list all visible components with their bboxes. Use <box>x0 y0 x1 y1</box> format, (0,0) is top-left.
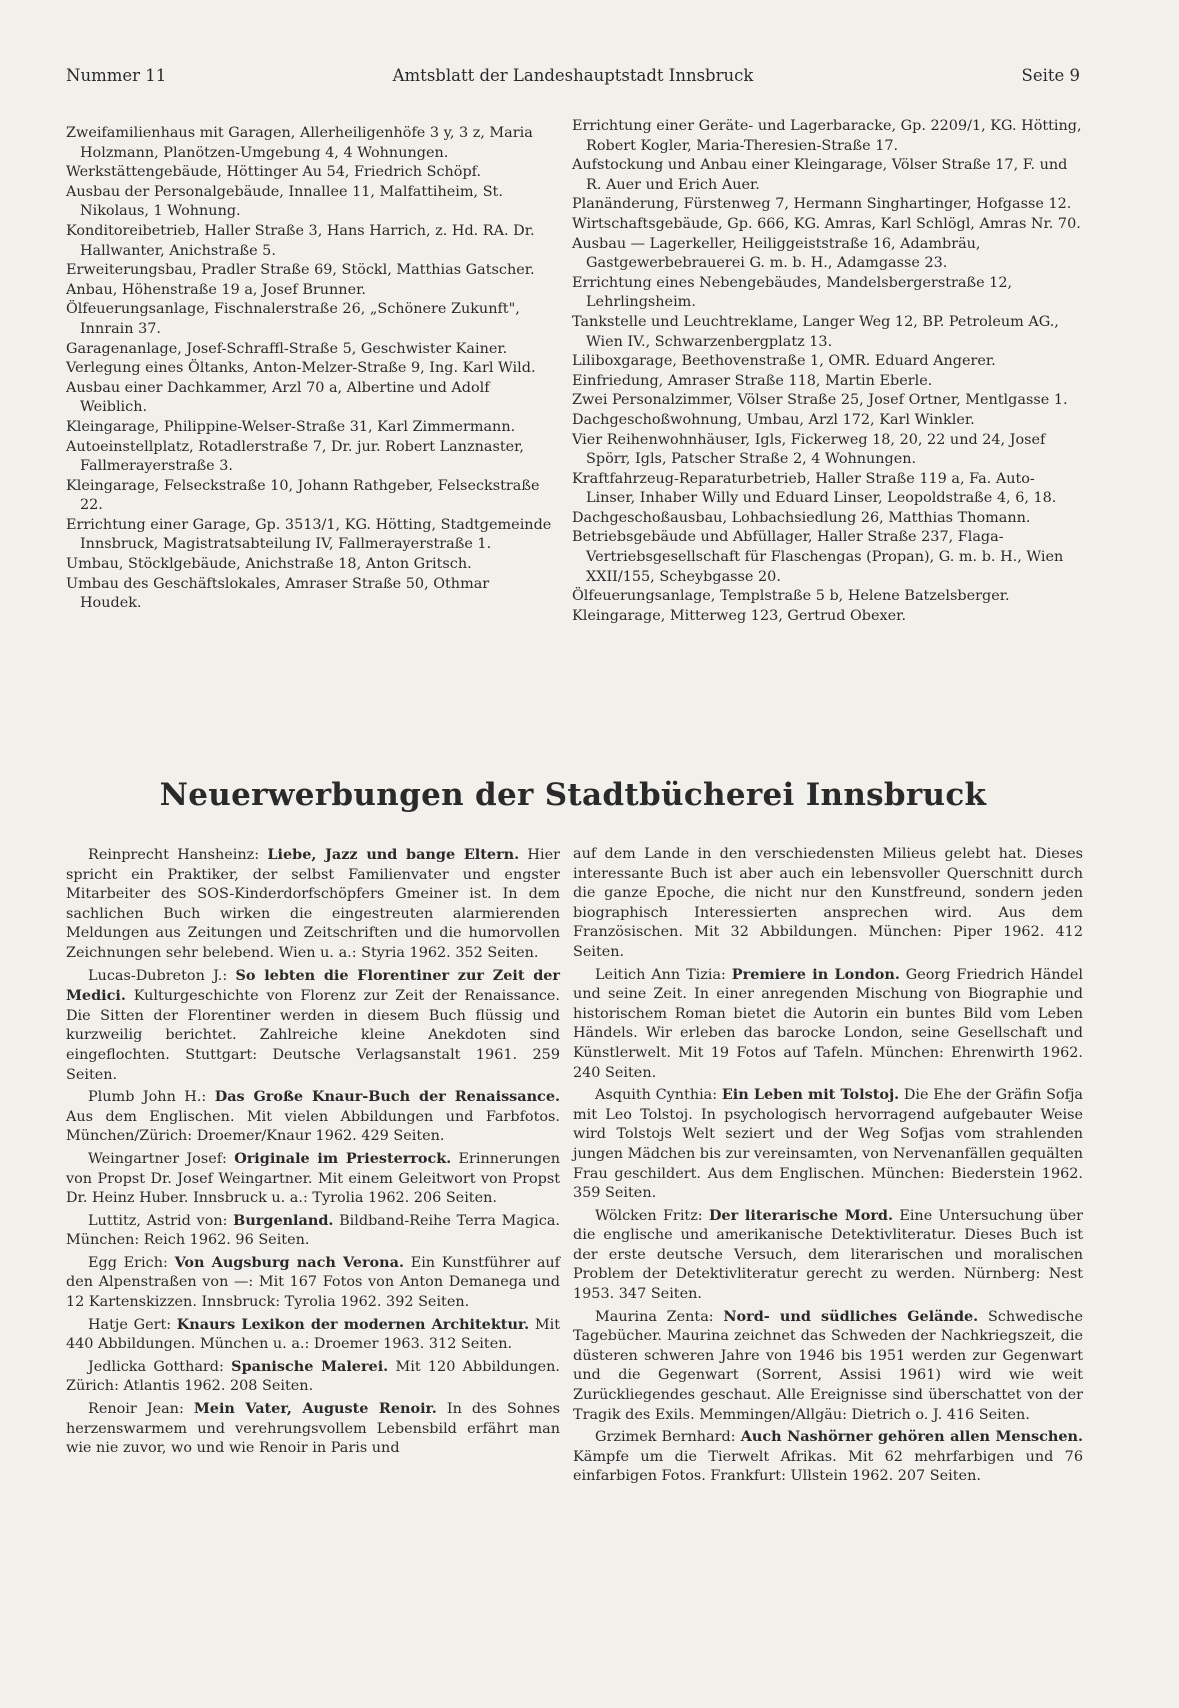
book-entry <box>66 845 560 964</box>
book-title: Ein Leben mit Tolstoj. <box>721 1086 900 1104</box>
permit-entry: Umbau, Stöcklgebäude, Anichstraße 18, Anton Gritsch. <box>66 556 472 573</box>
permit-entry: Errichtung einer Garage, Gp. 3513/1, KG. Hötting, Stadtgemeinde Innsbruck, Magistratsabteilung IV, Fallmerayerstraße 1. <box>66 516 552 553</box>
book-title: Liebe, Jazz und bange Eltern. <box>267 846 520 863</box>
book-entry <box>66 1253 560 1313</box>
book-description: Eine Untersuchung über die englische und amerikanische Detektivliteratur. Dieses Buch ist der erste deutsche Versuch, dem literarischen und moralischen Problem der Detektivliteratur gerecht zu werden. Nürnberg: Nest 1953. 347 Seiten. <box>573 1207 1084 1303</box>
permit-entry: Aufstockung und Anbau einer Kleingarage, Völser Straße 17, F. und R. Auer und Erich Auer. <box>572 157 1068 193</box>
section-title: Neuerwerbungen der Stadtbücherei Innsbruck <box>159 777 987 813</box>
book-title: So lebten die Florentiner zur Zeit der Medici. <box>66 966 560 1005</box>
permit-entry: Werkstättengebäude, Höttinger Au 54, Friedrich Schöpf. <box>66 164 482 181</box>
book-entry <box>573 1427 1083 1487</box>
book-title: Knaurs Lexikon der modernen Architektur. <box>176 1315 530 1333</box>
book-description: Georg Friedrich Händel und seine Zeit. In einer anregenden Mischung von Biographie und historischem Roman bietet die Autorin ein buntes Bild vom Leben Händels. Wir erleben das barocke London, seine Gesellschaft und Künstlerwelt. Mit 19 Fotos auf Tafeln. München: Ehrenwirth 1962. 240 Seiten. <box>573 966 1083 1081</box>
book-title: Burgenland. <box>233 1211 334 1229</box>
permit-entry: Konditoreibetrieb, Haller Straße 3, Hans Harrich, z. Hd. RA. Dr. Hallwanter, Anichstraße 5. <box>66 222 535 259</box>
book-author: Jedlicka Gotthard: <box>88 1358 224 1375</box>
book-description: Ein Kunstführer auf den Alpenstraßen von —: Mit 167 Fotos von Anton Demanega und 12 Kartenskizzen. Innsbruck: Tyrolia 1962. 392 Seiten. <box>66 1254 561 1311</box>
book-title: Originale im Priesterrock. <box>234 1149 452 1167</box>
book-list-left-column <box>66 845 560 1461</box>
book-entry <box>573 1307 1083 1426</box>
book-description: Mit 120 Abbildungen. Zürich: Atlantis 1962. 208 Seiten. <box>66 1358 560 1395</box>
permit-entry: Garagenanlage, Josef-Schraffl-Straße 5, Geschwister Kainer. <box>66 340 508 357</box>
book-entry <box>66 1087 560 1147</box>
permit-entry: Planänderung, Fürstenweg 7, Hermann Singhartinger, Hofgasse 12. <box>572 196 1072 213</box>
permit-entry: Autoeinstellplatz, Rotadlerstraße 7, Dr. jur. Robert Lanznaster, Fallmerayerstraße 3. <box>66 438 525 475</box>
permit-entry: Einfriedung, Amraser Straße 118, Martin Eberle. <box>572 372 933 389</box>
book-author: Reinprecht Hansheinz: <box>88 847 260 863</box>
permit-entry: Vier Reihenwohnhäuser, Igls, Fickerweg 18, 20, 22 und 24, Josef Spörr, Igls, Patscher Straße 2, 4 Wohnungen. <box>572 431 1046 468</box>
book-description: Aus dem Englischen. Mit vielen Abbildungen und Farbfotos. München/Zürich: Droemer/Knaur 1962. 429 Seiten. <box>66 1108 560 1145</box>
book-description: Erinnerungen von Propst Dr. Josef Weingartner. Mit einem Geleitwort von Propst Dr. Heinz Huber. Innsbruck u. a.: Tyrolia 1962. 206 Seiten. <box>66 1150 560 1207</box>
permit-entry: Ausbau — Lagerkeller, Heiliggeiststraße 16, Adambräu, Gastgewerbebrauerei G. m. b. H., Adamgasse 23. <box>572 235 981 272</box>
book-author: Asquith Cynthia: <box>595 1087 718 1104</box>
permit-entry: Kleingarage, Mitterweg 123, Gertrud Obexer. <box>572 607 907 624</box>
permit-entry: Umbau des Geschäftslokales, Amraser Straße 50, Othmar Houdek. <box>66 575 490 612</box>
book-entry <box>66 966 560 1086</box>
permit-entry: Verlegung eines Öltanks, Anton-Melzer-Straße 9, Ing. Karl Wild. <box>66 360 536 377</box>
permit-entry: Zweifamilienhaus mit Garagen, Allerheiligenhöfe 3 y, 3 z, Maria Holzmann, Planötzen-Umgebung 4, 4 Wohnungen. <box>66 125 533 161</box>
permit-entry: Dachgeschoßausbau, Lohbachsiedlung 26, Matthias Thomann. <box>572 509 1031 526</box>
book-entry <box>66 1211 560 1251</box>
book-author: Hatje Gert: <box>88 1316 172 1333</box>
book-title: Nord- und südliches Gelände. <box>723 1307 979 1325</box>
book-entry <box>573 965 1083 1084</box>
permit-entry: Dachgeschoßwohnung, Umbau, Arzl 172, Karl Winkler. <box>572 411 975 428</box>
book-description: Die Ehe der Gräfin Sofja mit Leo Tolstoj. In psychologisch hervorragend aufgebauter Weise wird Tolstojs Welt seziert und der Weg Sofjas vom strahlenden jungen Mädchen bis zur vereinsamten, von Nervenanfällen gequälten Frau geschildert. Aus dem Englischen. München: Biederstein 1962. 359 Seiten. <box>573 1087 1084 1202</box>
page-header <box>66 66 1080 90</box>
book-title: Von Augsburg nach Verona. <box>174 1253 404 1271</box>
permit-entry: Zwei Personalzimmer, Völser Straße 25, Josef Ortner, Mentlgasse 1. <box>572 392 1068 409</box>
book-author: Leitich Ann Tizia: <box>595 966 726 983</box>
book-title: Der literarische Mord. <box>708 1206 894 1224</box>
book-author: Egg Erich: <box>88 1254 168 1271</box>
permit-entry: Anbau, Höhenstraße 19 a, Josef Brunner. <box>66 281 366 298</box>
permit-entry: Kraftfahrzeug-Reparaturbetrieb, Haller Straße 119 a, Fa. Auto-Linser, Inhaber Willy und Eduard Linser, Leopoldstraße 4, 6, 18. <box>572 470 1057 507</box>
book-author: Lucas-Dubreton J.: <box>88 967 228 984</box>
book-entry <box>66 1357 560 1397</box>
book-author: Grzimek Bernhard: <box>595 1429 736 1446</box>
book-entry <box>573 845 1083 963</box>
permit-entry: Errichtung einer Geräte- und Lagerbaracke, Gp. 2209/1, KG. Hötting, Robert Kogler, Maria-Theresien-Straße 17. <box>572 118 1082 154</box>
book-description: auf dem Lande in den verschiedensten Milieus gelebt hat. Dieses interessante Buch ist aber auch ein lebensvoller Querschnitt durch die ganze Epoche, die nicht nur den Kunstfreund, sondern jeden biographisch Interessierten ansprechen wird. Aus dem Französischen. Mit 32 Abbildungen. München: Piper 1962. 412 Seiten. <box>573 846 1083 960</box>
book-author: Renoir Jean: <box>88 1401 184 1418</box>
book-author: Weingartner Josef: <box>88 1150 227 1167</box>
book-title: Premiere in London. <box>731 965 900 983</box>
book-description: Bildband-Reihe Terra Magica. München: Reich 1962. 96 Seiten. <box>66 1212 560 1249</box>
book-entry <box>573 1206 1083 1305</box>
building-permits-right-column <box>572 117 1082 626</box>
permit-entry: Ausbau einer Dachkammer, Arzl 70 a, Albertine und Adolf Weiblich. <box>66 379 490 416</box>
book-author: Wölcken Fritz: <box>595 1207 703 1224</box>
book-title: Das Große Knaur-Buch der Renaissance. <box>214 1088 560 1106</box>
book-entry <box>573 1085 1083 1204</box>
permit-entry: Liliboxgarage, Beethovenstraße 1, OMR. Eduard Angerer. <box>572 353 996 370</box>
permit-entry: Ölfeuerungsanlage, Fischnalerstraße 26, „Schönere Zukunft", Innrain 37. <box>66 301 520 337</box>
book-title: Spanische Malerei. <box>231 1357 389 1375</box>
book-description: Mit 440 Abbildungen. München u. a.: Droemer 1963. 312 Seiten. <box>66 1316 560 1353</box>
book-description: Kämpfe um die Tierwelt Afrikas. Mit 62 mehrfarbigen und 76 einfarbigen Fotos. Frankfurt: Ullstein 1962. 207 Seiten. <box>573 1448 1083 1485</box>
book-author: Maurina Zenta: <box>595 1308 714 1325</box>
permit-entry: Ausbau der Personalgebäude, Innallee 11, Malfattiheim, St. Nikolaus, 1 Wohnung. <box>66 183 503 220</box>
permit-entry: Kleingarage, Philippine-Welser-Straße 31, Karl Zimmermann. <box>66 418 516 435</box>
book-entry <box>66 1149 560 1209</box>
permit-entry: Tankstelle und Leuchtreklame, Langer Weg 12, BP. Petroleum AG., Wien IV., Schwarzenbergplatz 13. <box>572 313 1059 350</box>
book-description: Kulturgeschichte von Florenz zur Zeit der Renaissance. Die Sitten der Florentiner werden in diesem Buch flüssig und kurzweilig berichtet. Zahlreiche kleine Anekdoten sind eingeflochten. Stuttgart: Deutsche Verlagsanstalt 1961. 259 Seiten. <box>66 988 561 1083</box>
permit-entry: Kleingarage, Felseckstraße 10, Johann Rathgeber, Felseckstraße 22. <box>66 477 540 514</box>
book-list-right-column <box>573 845 1083 1489</box>
building-permits-left-column <box>66 124 554 614</box>
permit-entry: Ölfeuerungsanlage, Templstraße 5 b, Helene Batzelsberger. <box>572 588 1010 605</box>
permit-entry: Errichtung eines Nebengebäudes, Mandelsbergerstraße 12, Lehrlingsheim. <box>572 274 1013 311</box>
book-description: Hier spricht ein Praktiker, der selbst Familienvater und engster Mitarbeiter des SOS-Kinderdorfschöpfers Gmeiner ist. In dem sachlichen Buch wirken die eingestreuten alarmierenden Meldungen aus Zeitungen und Zeitschriften und die humorvollen Zeichnungen sehr belebend. Wien u. a.: Styria 1962. 352 Seiten. <box>66 847 560 961</box>
publication-title: Amtsblatt der Landeshauptstadt Innsbruck <box>392 66 754 85</box>
permit-entry: Betriebsgebäude und Abfüllager, Haller Straße 237, Flaga-Vertriebsgesellschaft für Flaschengas (Propan), G. m. b. H., Wien XXII/155, Scheybgasse 20. <box>572 529 1064 585</box>
book-author: Plumb John H.: <box>88 1089 207 1106</box>
book-description: Schwedische Tagebücher. Maurina zeichnet das Schweden der Nachkriegszeit, die düsteren schweren Jahre von 1946 bis 1951 werden zur Gegenwart und die Gegenwart (Sorrent, Assisi 1961) wird wie weit Zurückliegendes geschaut. Alle Ereignisse sind überschattet von der Tragik des Exils. Memmingen/Allgäu: Dietrich o. J. 416 Seiten. <box>573 1308 1084 1423</box>
book-entry <box>66 1315 560 1355</box>
page-number: Seite 9 <box>1021 66 1080 85</box>
book-title: Auch Nashörner gehören allen Menschen. <box>740 1428 1083 1446</box>
permit-entry: Wirtschaftsgebäude, Gp. 666, KG. Amras, Karl Schlögl, Amras Nr. 70. <box>572 215 1081 232</box>
book-title: Mein Vater, Auguste Renoir. <box>193 1400 437 1418</box>
permit-entry: Erweiterungsbau, Pradler Straße 69, Stöckl, Matthias Gatscher. <box>66 262 535 279</box>
book-author: Luttitz, Astrid von: <box>88 1212 228 1229</box>
book-entry <box>66 1399 560 1459</box>
issue-number: Nummer 11 <box>66 66 167 85</box>
book-description: In des Sohnes herzenswarmem und verehrungsvollem Lebensbild erfährt man wie nie zuvor, wo und wie Renoir in Paris und <box>66 1401 561 1457</box>
